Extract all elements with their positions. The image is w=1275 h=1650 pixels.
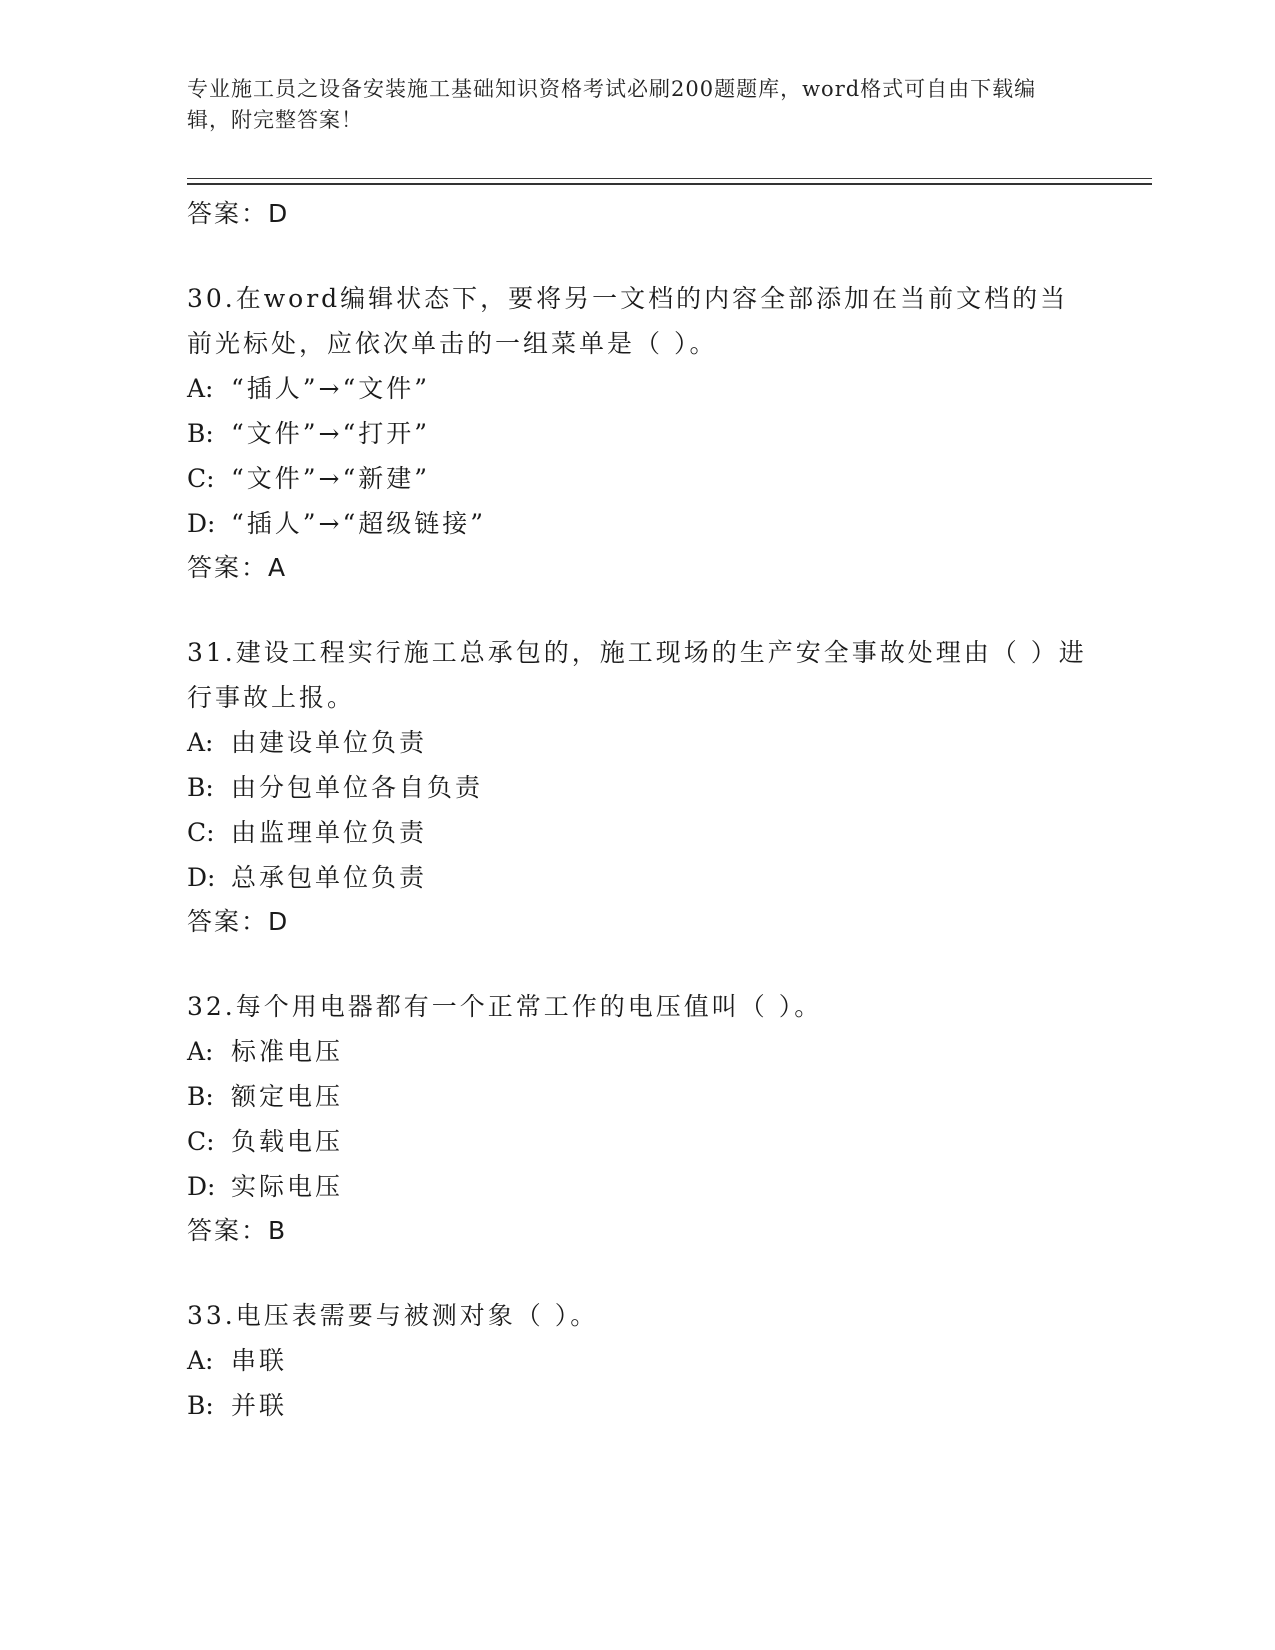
option-text: 由分包单位各自负责 bbox=[231, 773, 484, 802]
document-body bbox=[187, 192, 1087, 1428]
answer-line bbox=[187, 1209, 1087, 1253]
option-a bbox=[187, 1029, 1087, 1074]
question-text: 33.电压表需要与被测对象（ ）。 bbox=[187, 1301, 599, 1330]
option-key: C: bbox=[187, 818, 215, 847]
option-key: C: bbox=[187, 464, 215, 493]
option-text: “文件”→“新建” bbox=[231, 464, 431, 493]
question-block bbox=[187, 984, 1087, 1253]
answer-value: B bbox=[268, 1216, 286, 1245]
option-d bbox=[187, 855, 1087, 900]
option-b bbox=[187, 765, 1087, 810]
option-c bbox=[187, 456, 1087, 501]
header-divider-thin bbox=[187, 178, 1152, 179]
option-c bbox=[187, 810, 1087, 855]
question-text: 30.在word编辑状态下，要将另一文档的内容全部添加在当前文档的当前光标处，应依次单击的一组菜单是（ ）。 bbox=[187, 284, 1069, 358]
option-text: 由监理单位负责 bbox=[231, 818, 428, 847]
answer-value: D bbox=[268, 199, 288, 228]
option-text: 负载电压 bbox=[231, 1127, 344, 1156]
option-text: “文件”→“打开” bbox=[231, 419, 431, 448]
answer-value: A bbox=[268, 553, 286, 582]
answer-label: 答案： bbox=[187, 199, 269, 228]
question-block bbox=[187, 276, 1087, 590]
option-key: C: bbox=[187, 1127, 215, 1156]
option-text: 总承包单位负责 bbox=[231, 863, 428, 892]
option-d bbox=[187, 501, 1087, 546]
answer-line bbox=[187, 546, 1087, 590]
option-text: “插人”→“超级链接” bbox=[231, 509, 487, 538]
option-text: 实际电压 bbox=[231, 1172, 344, 1201]
option-text: 并联 bbox=[231, 1391, 288, 1420]
option-key: B: bbox=[187, 419, 214, 448]
option-key: A: bbox=[187, 1346, 214, 1375]
option-text: 额定电压 bbox=[231, 1082, 344, 1111]
answer-label: 答案： bbox=[187, 907, 269, 936]
question-block bbox=[187, 1293, 1087, 1428]
option-key: A: bbox=[187, 374, 214, 403]
answer-line bbox=[187, 900, 1087, 944]
header-divider-thick bbox=[187, 183, 1152, 185]
option-b bbox=[187, 1383, 1087, 1428]
option-text: 标准电压 bbox=[231, 1037, 344, 1066]
option-key: D: bbox=[187, 509, 216, 538]
option-key: B: bbox=[187, 773, 214, 802]
option-d bbox=[187, 1164, 1087, 1209]
option-a bbox=[187, 366, 1087, 411]
option-key: B: bbox=[187, 1082, 214, 1111]
option-a bbox=[187, 720, 1087, 765]
question-text: 32.每个用电器都有一个正常工作的电压值叫（ ）。 bbox=[187, 992, 823, 1021]
question-text: 31.建设工程实行施工总承包的，施工现场的生产安全事故处理由（ ）进行事故上报。 bbox=[187, 638, 1087, 712]
answer-line bbox=[187, 192, 1087, 236]
option-b bbox=[187, 1074, 1087, 1119]
option-b bbox=[187, 411, 1087, 456]
option-key: D: bbox=[187, 1172, 216, 1201]
option-key: A: bbox=[187, 1037, 214, 1066]
answer-label: 答案： bbox=[187, 553, 269, 582]
option-key: D: bbox=[187, 863, 216, 892]
option-a bbox=[187, 1338, 1087, 1383]
answer-value: D bbox=[268, 907, 288, 936]
document-header: 专业施工员之设备安装施工基础知识资格考试必刷200题题库，word格式可自由下载编辑，附完整答案！ bbox=[187, 77, 1037, 132]
option-key: A: bbox=[187, 728, 214, 757]
question-block bbox=[187, 630, 1087, 944]
option-c bbox=[187, 1119, 1087, 1164]
option-key: B: bbox=[187, 1391, 214, 1420]
option-text: 由建设单位负责 bbox=[231, 728, 428, 757]
option-text: 串联 bbox=[231, 1346, 288, 1375]
option-text: “插人”→“文件” bbox=[231, 374, 431, 403]
answer-label: 答案： bbox=[187, 1216, 269, 1245]
